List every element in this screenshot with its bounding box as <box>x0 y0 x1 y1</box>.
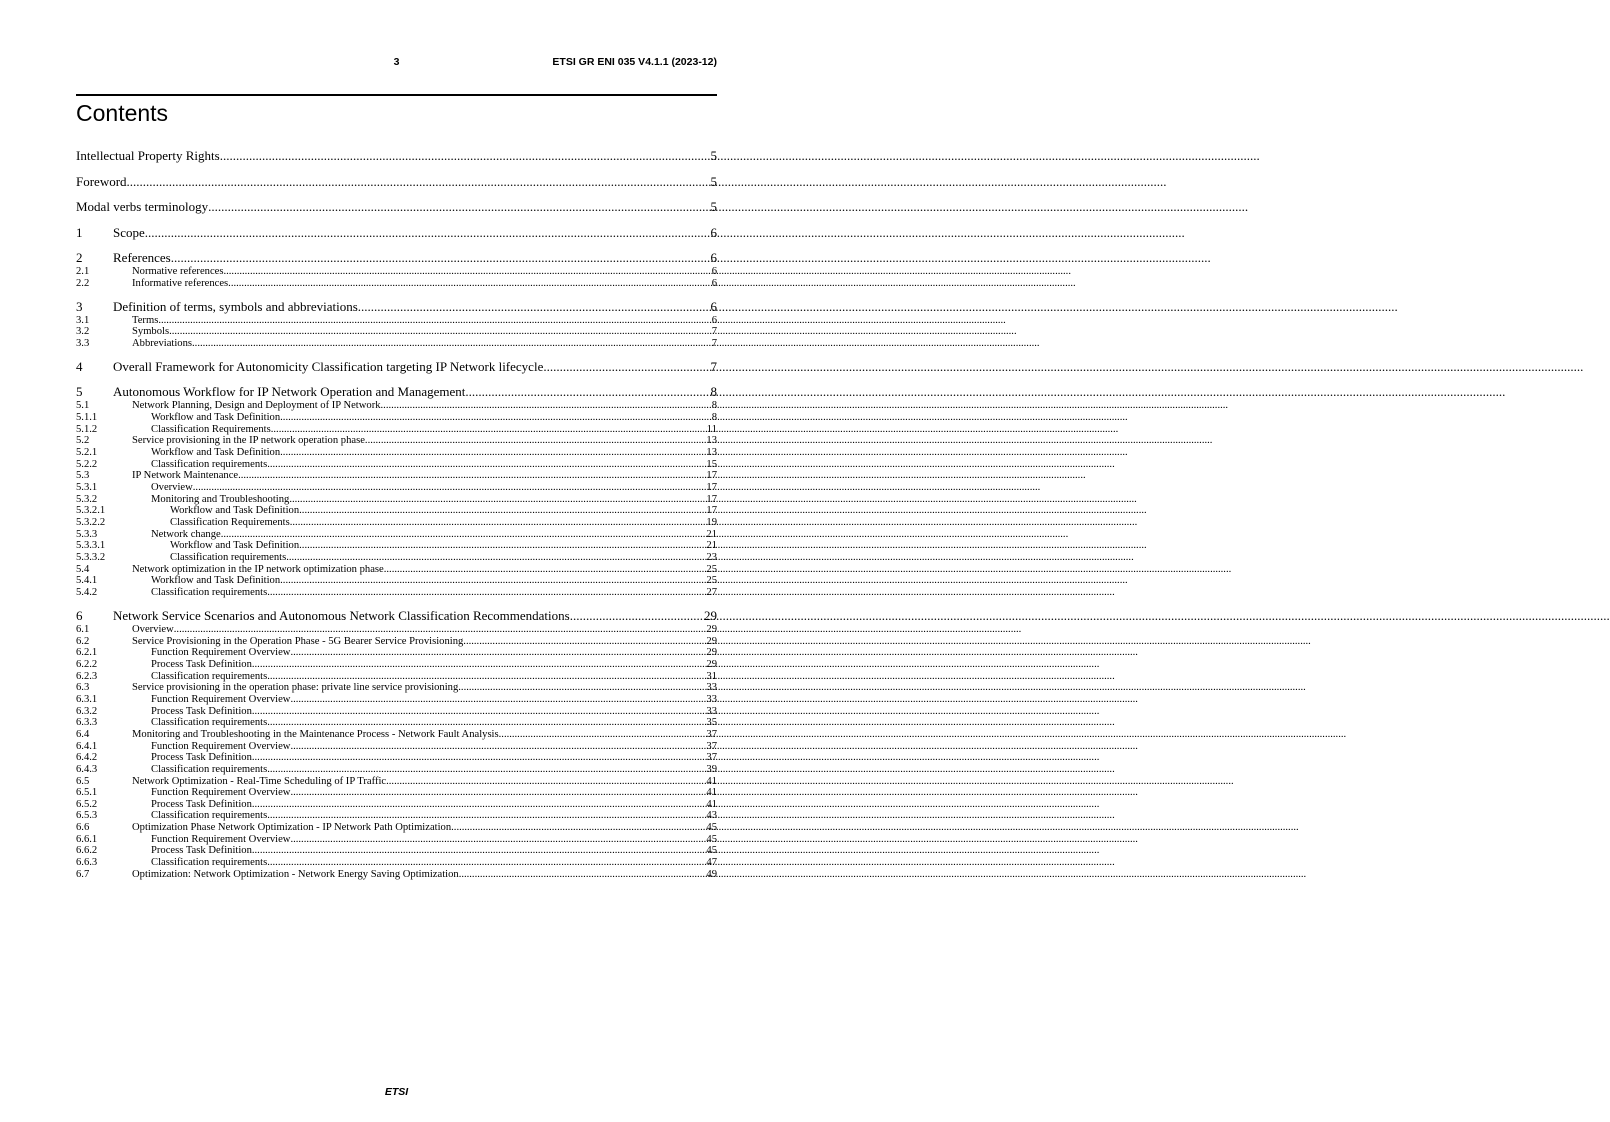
toc-entry-page: 8 <box>711 400 717 412</box>
toc-entry-title: Optimization: Network Optimization - Network Energy Saving Optimization <box>132 868 459 880</box>
toc-entry-title: Process Task Definition <box>151 658 252 670</box>
toc-entry[interactable] <box>76 671 717 683</box>
toc-entry-page: 29 <box>706 658 717 670</box>
toc-entry-page: 29 <box>706 623 717 635</box>
toc-entry-page: 31 <box>706 670 717 682</box>
toc-leader-dots <box>267 764 706 776</box>
toc-entry-title: Function Requirement Overview <box>151 693 291 705</box>
toc-entry-title: References <box>113 249 171 265</box>
toc-entry[interactable] <box>76 470 717 482</box>
toc-entry[interactable] <box>76 624 717 636</box>
toc-entry-page: 6 <box>710 249 717 265</box>
toc-leader-dots <box>192 338 712 350</box>
toc-leader-dots <box>271 424 707 436</box>
toc-leader-dots <box>358 299 711 315</box>
toc-entry[interactable] <box>76 682 717 694</box>
toc-entry-page: 33 <box>706 705 717 717</box>
toc-entry[interactable] <box>76 384 717 400</box>
toc-leader-dots <box>127 174 711 190</box>
toc-entry-title: Process Task Definition <box>151 705 252 717</box>
toc-entry-number: 6.1 <box>76 623 90 635</box>
toc-entry-title: Classification requirements <box>151 670 268 682</box>
toc-entry-number: 6.3 <box>76 682 90 694</box>
toc-entry-page: 47 <box>706 857 717 869</box>
page-header <box>76 56 717 72</box>
toc-leader-dots <box>208 199 710 215</box>
toc-entry-number: 6.4.1 <box>76 740 98 752</box>
toc-entry[interactable] <box>76 857 717 869</box>
toc-entry-page: 45 <box>706 833 717 845</box>
toc-leader-dots <box>459 869 707 881</box>
toc-entry-title: Symbols <box>132 326 170 338</box>
toc-entry[interactable] <box>76 776 717 788</box>
toc-entry-page: 6 <box>710 298 717 314</box>
toc-entry[interactable] <box>76 834 717 846</box>
toc-entry-number: 3 <box>76 298 83 314</box>
toc-entry-number: 6 <box>76 607 83 623</box>
toc-entry-page: 8 <box>711 412 717 424</box>
toc-leader-dots <box>290 517 707 529</box>
toc-entry-title: Process Task Definition <box>151 845 252 857</box>
toc-entry-page: 17 <box>706 505 717 517</box>
toc-entry-number: 5.3.2.2 <box>76 516 106 528</box>
toc-entry-page: 37 <box>706 740 717 752</box>
toc-entry[interactable] <box>76 174 717 190</box>
toc-entry[interactable] <box>76 359 717 375</box>
page-footer: ETSI <box>384 1086 409 1098</box>
toc-leader-dots <box>290 694 706 706</box>
toc-entry[interactable] <box>76 787 717 799</box>
toc-leader-dots <box>223 266 711 278</box>
toc-entry-title: Service Provisioning in the Operation Phase - 5G Bearer Service Provisioning <box>132 635 464 647</box>
toc-entry-page: 6 <box>711 277 717 289</box>
toc-entry-page: 29 <box>706 647 717 659</box>
toc-entry-number: 6.6.3 <box>76 857 98 869</box>
toc-entry[interactable] <box>76 659 717 671</box>
toc-leader-dots <box>280 412 712 424</box>
toc-entry-number: 3.2 <box>76 326 90 338</box>
toc-entry-title: Workflow and Task Definition <box>170 540 300 552</box>
toc-entry[interactable] <box>76 529 717 541</box>
toc-entry[interactable] <box>76 587 717 599</box>
toc-entry-number: 5.2 <box>76 435 90 447</box>
toc-entry-number: 6.7 <box>76 868 90 880</box>
toc-entry-number: 2.1 <box>76 265 90 277</box>
toc-entry-title: IP Network Maintenance <box>132 470 239 482</box>
toc-entry[interactable] <box>76 315 717 327</box>
toc-leader-dots <box>221 529 707 541</box>
toc-leader-dots <box>171 250 711 266</box>
toc-entry[interactable] <box>76 299 717 315</box>
toc-entry-title: Network Service Scenarios and Autonomous Network Classification Recommendations <box>113 607 570 623</box>
toc-entry-number: 6.2 <box>76 635 90 647</box>
toc-entry[interactable] <box>76 717 717 729</box>
toc-entry-page: 29 <box>704 607 717 623</box>
toc-entry-title: Classification requirements <box>151 857 268 869</box>
toc-entry-title: Informative references <box>132 277 229 289</box>
toc-leader-dots <box>570 608 704 624</box>
toc-entry-number: 6.3.3 <box>76 717 98 729</box>
toc-entry-number: 6.6 <box>76 822 90 834</box>
toc-entry-page: 7 <box>710 359 717 375</box>
toc-entry-number: 5.4.2 <box>76 586 98 598</box>
toc-entry-page: 25 <box>706 575 717 587</box>
toc-leader-dots <box>290 787 706 799</box>
toc-entry[interactable] <box>76 517 717 529</box>
toc-entry-page: 5 <box>710 148 717 163</box>
toc-entry-title: Function Requirement Overview <box>151 833 291 845</box>
toc-entry[interactable] <box>76 400 717 412</box>
toc-entry-title: Foreword <box>76 173 127 189</box>
toc-leader-dots <box>220 148 711 164</box>
toc-entry-title: Function Requirement Overview <box>151 740 291 752</box>
toc-leader-dots <box>228 278 712 290</box>
toc-entry-title: Intellectual Property Rights <box>76 148 220 163</box>
toc-leader-dots <box>299 505 706 517</box>
toc-entry-number: 5.2.1 <box>76 447 98 459</box>
toc-entry-title: Classification requirements <box>151 586 268 598</box>
toc-entry-title: Workflow and Task Definition <box>151 575 281 587</box>
toc-entry-title: Monitoring and Troubleshooting <box>151 493 290 505</box>
toc-entry-page: 5 <box>710 199 717 215</box>
toc-entry-page: 17 <box>706 493 717 505</box>
toc-entry-page: 13 <box>706 435 717 447</box>
toc-entry-number: 6.3.2 <box>76 705 98 717</box>
toc-entry-number: 6.6.1 <box>76 833 98 845</box>
toc-entry[interactable] <box>76 810 717 822</box>
toc-entry-title: Classification Requirements <box>170 516 290 528</box>
toc-entry-title: Modal verbs terminology <box>76 199 209 215</box>
toc-entry-page: 17 <box>706 482 717 494</box>
toc-leader-dots <box>365 435 706 447</box>
toc-entry[interactable] <box>76 459 717 471</box>
toc-entry-page: 17 <box>706 470 717 482</box>
toc-entry-page: 11 <box>706 423 717 435</box>
toc-entry-title: Autonomous Workflow for IP Network Operation and Management <box>113 384 466 400</box>
toc-entry[interactable] <box>76 647 717 659</box>
toc-entry-title: Monitoring and Troubleshooting in the Maintenance Process - Network Fault Analysis <box>132 728 499 740</box>
toc-entry-page: 6 <box>710 224 717 240</box>
toc-entry-page: 37 <box>706 728 717 740</box>
toc-entry-number: 5.1.1 <box>76 412 98 424</box>
toc-leader-dots <box>463 636 706 648</box>
toc-entry-page: 19 <box>706 516 717 528</box>
toc-entry[interactable] <box>76 799 717 811</box>
toc-leader-dots <box>238 470 706 482</box>
toc-leader-dots <box>290 834 706 846</box>
toc-entry-number: 2 <box>76 249 83 265</box>
toc-entry-title: Terms <box>132 314 159 326</box>
toc-entry-number: 5.3.1 <box>76 482 98 494</box>
toc-entry-page: 5 <box>710 173 717 189</box>
toc-entry-title: Network change <box>151 528 221 540</box>
toc-entry[interactable] <box>76 412 717 424</box>
toc-entry-number: 5.3.2.1 <box>76 505 106 517</box>
toc-entry-number: 5.1 <box>76 400 90 412</box>
toc-leader-dots <box>543 359 710 375</box>
toc-entry[interactable] <box>76 575 717 587</box>
toc-entry-number: 6.5.1 <box>76 787 98 799</box>
toc-entry-number: 5.1.2 <box>76 423 98 435</box>
toc-leader-dots <box>267 587 706 599</box>
toc-entry-page: 37 <box>706 752 717 764</box>
toc-leader-dots <box>451 822 706 834</box>
toc-entry[interactable] <box>76 326 717 338</box>
toc-entry[interactable] <box>76 552 717 564</box>
toc-entry-title: Function Requirement Overview <box>151 787 291 799</box>
toc-entry-number: 6.5.2 <box>76 798 98 810</box>
toc-leader-dots <box>174 624 707 636</box>
toc-entry-page: 13 <box>706 447 717 459</box>
toc-entry-number: 6.4 <box>76 728 90 740</box>
toc-entry-page: 33 <box>706 693 717 705</box>
toc-entry[interactable] <box>76 729 717 741</box>
toc-entry-title: Abbreviations <box>132 337 193 349</box>
toc-entry-number: 3.3 <box>76 337 90 349</box>
toc-leader-dots <box>381 400 712 412</box>
toc-entry-page: 41 <box>706 775 717 787</box>
toc-leader-dots <box>267 810 706 822</box>
toc-entry[interactable] <box>76 148 717 164</box>
toc-entry-page: 25 <box>706 563 717 575</box>
toc-entry-number: 5.4.1 <box>76 575 98 587</box>
toc-entry[interactable] <box>76 338 717 350</box>
toc-entry[interactable] <box>76 482 717 494</box>
table-of-contents <box>76 148 717 880</box>
toc-entry[interactable] <box>76 447 717 459</box>
toc-entry-page: 7 <box>711 337 717 349</box>
toc-entry-page: 41 <box>706 787 717 799</box>
toc-entry[interactable] <box>76 250 717 266</box>
toc-entry-page: 41 <box>706 798 717 810</box>
toc-leader-dots <box>286 552 706 564</box>
toc-entry-number: 5.3.2 <box>76 493 98 505</box>
toc-entry[interactable] <box>76 540 717 552</box>
toc-entry-title: Classification Requirements <box>151 423 271 435</box>
toc-leader-dots <box>280 447 706 459</box>
toc-leader-dots <box>267 857 706 869</box>
toc-leader-dots <box>384 564 707 576</box>
toc-leader-dots <box>252 706 707 718</box>
toc-entry[interactable] <box>76 608 717 624</box>
toc-leader-dots <box>193 482 707 494</box>
toc-entry-number: 5.4 <box>76 563 90 575</box>
document-id: ETSI GR ENI 035 V4.1.1 (2023-12) <box>552 56 717 68</box>
toc-leader-dots <box>499 729 707 741</box>
toc-entry-page: 27 <box>706 586 717 598</box>
toc-leader-dots <box>252 845 707 857</box>
toc-entry-title: Classification requirements <box>151 717 268 729</box>
toc-entry-page: 21 <box>706 540 717 552</box>
toc-entry-page: 23 <box>706 551 717 563</box>
toc-leader-dots <box>290 647 706 659</box>
toc-leader-dots <box>145 225 711 241</box>
toc-entry-title: Workflow and Task Definition <box>151 412 281 424</box>
toc-entry-title: Normative references <box>132 265 224 277</box>
toc-leader-dots <box>386 776 706 788</box>
toc-entry-number: 5.3 <box>76 470 90 482</box>
toc-entry-title: Optimization Phase Network Optimization - IP Network Path Optimization <box>132 822 452 834</box>
toc-entry[interactable] <box>76 435 717 447</box>
toc-entry-number: 6.3.1 <box>76 693 98 705</box>
toc-leader-dots <box>289 494 706 506</box>
toc-entry-title: Workflow and Task Definition <box>151 447 281 459</box>
toc-entry-title: Scope <box>113 224 145 240</box>
toc-entry-page: 39 <box>706 763 717 775</box>
toc-entry-title: Network optimization in the IP network optimization phase <box>132 563 384 575</box>
toc-leader-dots <box>267 459 706 471</box>
toc-leader-dots <box>458 682 706 694</box>
toc-leader-dots <box>299 540 706 552</box>
page-number: 3 <box>393 56 400 68</box>
toc-entry-page: 43 <box>706 810 717 822</box>
toc-entry-page: 35 <box>706 717 717 729</box>
toc-entry-number: 6.2.1 <box>76 647 98 659</box>
toc-entry-title: Classification requirements <box>151 763 268 775</box>
header-rule <box>76 94 717 96</box>
toc-entry-number: 4 <box>76 359 83 375</box>
toc-leader-dots <box>465 384 710 400</box>
toc-entry-number: 3.1 <box>76 314 90 326</box>
toc-entry-title: Service provisioning in the IP network operation phase <box>132 435 365 447</box>
toc-leader-dots <box>280 575 706 587</box>
toc-leader-dots <box>267 671 706 683</box>
toc-entry-page: 6 <box>711 314 717 326</box>
toc-entry-number: 6.6.2 <box>76 845 98 857</box>
toc-leader-dots <box>252 799 707 811</box>
toc-entry[interactable] <box>76 225 717 241</box>
toc-entry-number: 5.3.3 <box>76 528 98 540</box>
toc-entry[interactable] <box>76 266 717 278</box>
toc-entry-title: Overview <box>132 623 174 635</box>
toc-entry-page: 49 <box>706 868 717 880</box>
toc-entry[interactable] <box>76 869 717 881</box>
toc-entry-title: Overview <box>151 482 193 494</box>
toc-entry-page: 7 <box>711 326 717 338</box>
toc-entry-number: 5.3.3.2 <box>76 551 106 563</box>
toc-entry-page: 45 <box>706 845 717 857</box>
toc-entry[interactable] <box>76 636 717 648</box>
toc-entry[interactable] <box>76 505 717 517</box>
toc-entry-title: Process Task Definition <box>151 798 252 810</box>
toc-entry-title: Classification requirements <box>151 810 268 822</box>
toc-entry-title: Service provisioning in the operation phase: private line service provisioning <box>132 682 459 694</box>
toc-entry[interactable] <box>76 822 717 834</box>
toc-leader-dots <box>252 659 707 671</box>
toc-entry-number: 6.4.3 <box>76 763 98 775</box>
toc-entry-page: 8 <box>710 384 717 400</box>
toc-entry[interactable] <box>76 278 717 290</box>
toc-entry-number: 5.3.3.1 <box>76 540 106 552</box>
toc-leader-dots <box>158 315 711 327</box>
toc-entry[interactable] <box>76 752 717 764</box>
toc-entry[interactable] <box>76 694 717 706</box>
toc-entry-title: Network Optimization - Real-Time Scheduling of IP Traffic <box>132 775 387 787</box>
toc-entry-title: Network Planning, Design and Deployment of IP Network <box>132 400 381 412</box>
toc-entry-number: 6.5 <box>76 775 90 787</box>
toc-entry-number: 6.4.2 <box>76 752 98 764</box>
toc-entry-page: 33 <box>706 682 717 694</box>
toc-entry-title: Classification requirements <box>170 551 287 563</box>
toc-entry-number: 6.2.3 <box>76 670 98 682</box>
toc-entry-page: 29 <box>706 635 717 647</box>
toc-entry-title: Classification requirements <box>151 458 268 470</box>
toc-leader-dots <box>252 752 707 764</box>
toc-entry[interactable] <box>76 741 717 753</box>
toc-leader-dots <box>290 741 706 753</box>
toc-leader-dots <box>267 717 706 729</box>
toc-entry-number: 2.2 <box>76 277 90 289</box>
toc-entry-title: Process Task Definition <box>151 752 252 764</box>
toc-leader-dots <box>169 326 712 338</box>
toc-entry-number: 6.2.2 <box>76 658 98 670</box>
toc-entry-number: 6.5.3 <box>76 810 98 822</box>
toc-entry[interactable] <box>76 706 717 718</box>
toc-entry-page: 15 <box>706 458 717 470</box>
toc-entry-title: Function Requirement Overview <box>151 647 291 659</box>
toc-entry-title: Overall Framework for Autonomicity Classification targeting IP Network lifecycle <box>113 359 544 375</box>
toc-entry[interactable] <box>76 494 717 506</box>
toc-entry[interactable] <box>76 199 717 215</box>
toc-entry[interactable] <box>76 845 717 857</box>
page-title: Contents <box>76 100 169 126</box>
toc-entry[interactable] <box>76 564 717 576</box>
toc-entry-number: 1 <box>76 224 83 240</box>
toc-entry-title: Workflow and Task Definition <box>170 505 300 517</box>
toc-entry-page: 21 <box>706 528 717 540</box>
toc-entry-title: Definition of terms, symbols and abbreviations <box>113 298 358 314</box>
toc-entry-number: 5 <box>76 384 83 400</box>
toc-entry-page: 45 <box>706 822 717 834</box>
toc-entry-number: 5.2.2 <box>76 458 98 470</box>
toc-entry[interactable] <box>76 764 717 776</box>
toc-entry[interactable] <box>76 424 717 436</box>
toc-entry-page: 6 <box>711 265 717 277</box>
